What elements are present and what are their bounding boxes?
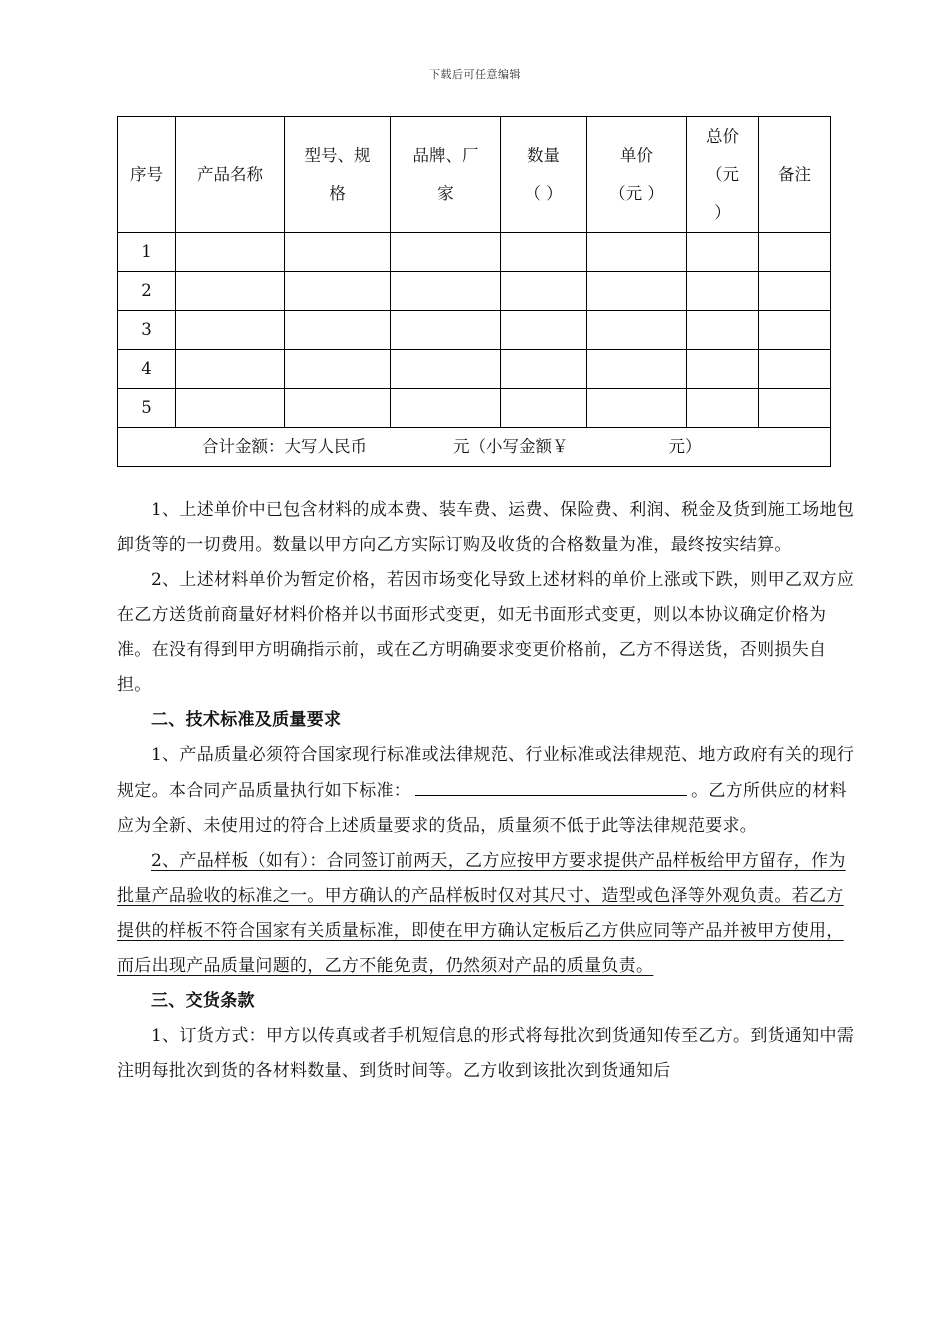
cell xyxy=(687,311,759,350)
paragraph-ordering-method: 1、订货方式：甲方以传真或者手机短信息的形式将每批次到货通知传至乙方。到货通知中需注明每批次到货的各材料数量、到货时间等。乙方收到该批次到货通知后 xyxy=(117,1026,855,1081)
table-row xyxy=(118,233,831,272)
cell xyxy=(285,233,391,272)
header-cell-total-price: 总价 （元 ） xyxy=(687,117,759,233)
section-title-quality: 二、技术标准及质量要求 xyxy=(151,710,342,730)
row-index: 2 xyxy=(118,272,176,311)
cell xyxy=(501,350,587,389)
total-yuan-small: 元（小写金额￥ xyxy=(453,437,569,456)
page-header-note: 下载后可任意编辑 xyxy=(429,68,521,81)
total-yuan-close: 元） xyxy=(668,437,702,456)
cell xyxy=(587,311,687,350)
paragraph-quality-standard xyxy=(117,738,857,844)
header-cell-model: 型号、规 格 xyxy=(285,117,391,233)
cell xyxy=(391,311,501,350)
cell xyxy=(587,389,687,428)
cell xyxy=(176,350,285,389)
cell xyxy=(759,311,831,350)
paragraph-product-sample: 2、产品样板（如有）：合同签订前两天，乙方应按甲方要求提供产品样板给甲方留存，作为批量产品验收的标准之一。甲方确认的产品样板时仅对其尺寸、造型或色泽等外观负责。若乙方提供的样板不符合国家有关质量标准，即使在甲方确认定板后乙方供应同等产品并被甲方使用，而后出现产品质量问题的，乙方不能免责，仍然须对产品的质量负责。 xyxy=(117,851,846,976)
table-header-row xyxy=(118,117,831,233)
cell xyxy=(501,311,587,350)
cell xyxy=(587,233,687,272)
cell xyxy=(285,272,391,311)
cell xyxy=(759,350,831,389)
cell xyxy=(391,272,501,311)
cell xyxy=(687,233,759,272)
table-row xyxy=(118,350,831,389)
header-cell-index: 序号 xyxy=(118,117,176,233)
product-table xyxy=(117,116,831,467)
header-cell-brand: 品牌、厂 家 xyxy=(391,117,501,233)
cell xyxy=(759,233,831,272)
header-cell-quantity: 数量 （ ） xyxy=(501,117,587,233)
cell xyxy=(285,350,391,389)
paragraph-price-inclusion: 1、上述单价中已包含材料的成本费、装车费、运费、保险费、利润、税金及货到施工场地包卸货等的一切费用。数量以甲方向乙方实际订购及收货的合格数量为准，最终按实结算。 xyxy=(117,500,855,555)
header-cell-remarks: 备注 xyxy=(759,117,831,233)
cell xyxy=(587,350,687,389)
total-amount-cell xyxy=(118,428,831,467)
quality-standard-text: 1、产品质量必须符合国家现行标准或法律规范、行业标准或法律规范、地方政府有关的现行规定。本合同产品质量执行如下标准： xyxy=(117,745,855,801)
cell xyxy=(587,272,687,311)
cell xyxy=(285,311,391,350)
header-cell-unit-price: 单价 （元 ） xyxy=(587,117,687,233)
cell xyxy=(759,389,831,428)
row-index: 1 xyxy=(118,233,176,272)
cell xyxy=(687,272,759,311)
total-label: 合计金额：大写人民币 xyxy=(202,437,367,456)
table-row xyxy=(118,272,831,311)
row-index: 5 xyxy=(118,389,176,428)
cell xyxy=(501,233,587,272)
row-index: 4 xyxy=(118,350,176,389)
section-title-delivery: 三、交货条款 xyxy=(151,991,255,1011)
header-cell-product-name: 产品名称 xyxy=(176,117,285,233)
cell xyxy=(501,272,587,311)
standard-fill-blank xyxy=(415,773,687,796)
cell xyxy=(501,389,587,428)
cell xyxy=(176,311,285,350)
cell xyxy=(687,389,759,428)
cell xyxy=(759,272,831,311)
cell xyxy=(176,233,285,272)
quality-standard-text-cont: 。乙方所供应的材料应为全新、未使用过的符合上述质量要求的货品，质量须不低于此等法律规范要求。 xyxy=(117,781,847,836)
paragraph-provisional-price: 2、上述材料单价为暂定价格，若因市场变化导致上述材料的单价上涨或下跌，则甲乙双方应在乙方送货前商量好材料价格并以书面形式变更，如无书面形式变更，则以本协议确定价格为准。在没有得到甲方明确指示前，或在乙方明确要求变更价格前，乙方不得送货，否则损失自担。 xyxy=(117,570,855,695)
cell xyxy=(391,350,501,389)
table-row xyxy=(118,311,831,350)
total-row xyxy=(118,428,831,467)
cell xyxy=(176,389,285,428)
table-row xyxy=(118,389,831,428)
row-index: 3 xyxy=(118,311,176,350)
cell xyxy=(391,389,501,428)
cell xyxy=(391,233,501,272)
contract-body xyxy=(117,493,857,1089)
cell xyxy=(285,389,391,428)
cell xyxy=(176,272,285,311)
cell xyxy=(687,350,759,389)
